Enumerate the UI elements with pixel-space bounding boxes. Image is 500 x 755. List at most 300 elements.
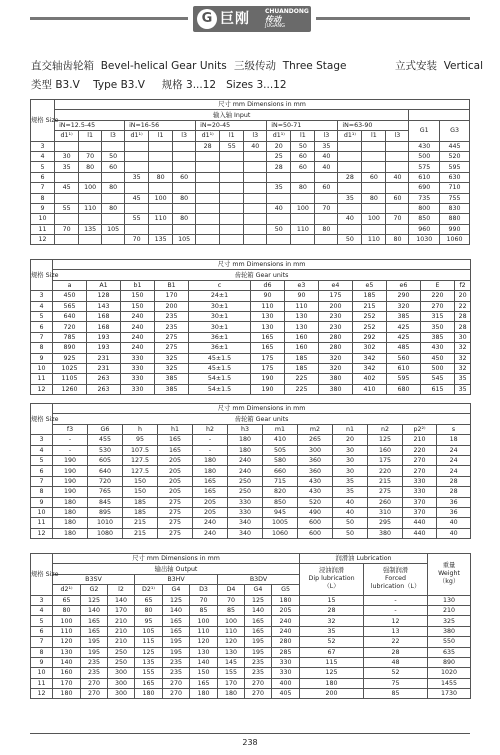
table-cell: 320 xyxy=(319,363,353,373)
table-cell: 342 xyxy=(353,363,387,373)
table-cell: 35 xyxy=(338,193,362,203)
table-cell: 50 xyxy=(291,141,315,151)
table-cell: 175 xyxy=(319,291,353,301)
table-cell: 330 xyxy=(403,487,437,497)
column-header: e4 xyxy=(319,280,353,290)
table-cell: 50 xyxy=(333,518,368,528)
table-cell: 35 xyxy=(315,141,338,151)
type-code-1: B3.V xyxy=(55,79,80,91)
table-cell: 440 xyxy=(403,528,437,538)
table-row xyxy=(31,487,471,497)
table-cell: 130 xyxy=(190,647,218,657)
table-cell: 120 xyxy=(190,637,218,647)
table-row xyxy=(31,172,470,182)
table-row xyxy=(31,564,471,574)
table-cell: 190 xyxy=(251,384,285,394)
table-cell xyxy=(220,162,244,172)
table-cell: 1060 xyxy=(440,235,470,245)
column-header: G5 xyxy=(272,585,300,595)
table-cell xyxy=(386,203,409,213)
table-cell: 280 xyxy=(272,637,300,647)
table-cell: 215 xyxy=(353,301,387,311)
table-cell: 50 xyxy=(102,151,125,161)
table-cell: 10 xyxy=(31,668,53,678)
table-cell: 270 xyxy=(163,678,190,688)
table-cell: 30±1 xyxy=(189,301,251,311)
table-cell: 220 xyxy=(403,445,437,455)
sub-header: d1¹⁾ xyxy=(125,131,149,141)
table-cell: 450 xyxy=(421,353,455,363)
logo-sub-text: JUGANG xyxy=(265,23,286,29)
table-cell xyxy=(125,224,149,234)
table-cell: 135 xyxy=(149,235,173,245)
table-row xyxy=(31,162,470,172)
table-cell: 235 xyxy=(163,657,190,667)
table-row xyxy=(31,616,471,626)
forced-lubrication-header xyxy=(364,564,428,595)
table-cell: 500 xyxy=(409,151,440,161)
table-row xyxy=(31,424,471,434)
table-cell: 20 xyxy=(267,141,291,151)
table-cell: 8 xyxy=(31,487,53,497)
table-cell: 168 xyxy=(87,311,121,321)
table-cell: 9 xyxy=(31,353,53,363)
table-cell: 135 xyxy=(79,224,102,234)
table-cell: 205 xyxy=(193,507,228,517)
table-cell: 52 xyxy=(364,668,428,678)
table-cell: 28 xyxy=(196,141,220,151)
table-cell: 250 xyxy=(108,657,135,667)
table-cell xyxy=(291,193,315,203)
table-cell: 140 xyxy=(190,657,218,667)
table-cell: 22 xyxy=(364,637,428,647)
table-cell: 170 xyxy=(108,605,135,615)
table-cell: 240 xyxy=(272,626,300,636)
table-cell: 200 xyxy=(319,301,353,311)
lubrication-header: 润滑油 Lubrication xyxy=(300,554,428,564)
table-cell: 263 xyxy=(87,374,121,384)
table-cell: 230 xyxy=(319,311,353,321)
table-cell xyxy=(196,214,220,224)
table-cell: 550 xyxy=(428,637,471,647)
dip-label: 浸油润滑 xyxy=(318,567,345,575)
table-cell: 195 xyxy=(163,637,190,647)
table-cell: 640 xyxy=(53,311,87,321)
table-cell: 520 xyxy=(298,497,333,507)
table-cell: 32 xyxy=(455,353,471,363)
table-cell: 380 xyxy=(319,374,353,384)
forced-label: lubrication（L） xyxy=(370,583,421,591)
dip-lubrication-header xyxy=(300,564,364,595)
table-cell: 385 xyxy=(155,374,189,384)
table-cell xyxy=(102,235,125,245)
table-row xyxy=(31,214,470,224)
table-cell xyxy=(149,224,173,234)
table-cell: 100 xyxy=(53,616,81,626)
table-cell xyxy=(79,193,102,203)
table-cell xyxy=(244,183,267,193)
table-cell: 165 xyxy=(163,616,190,626)
table-cell: 830 xyxy=(440,203,470,213)
table-cell: 25 xyxy=(267,151,291,161)
size-en: Sizes xyxy=(226,79,254,91)
table-cell: 32 xyxy=(455,363,471,373)
table-cell: 180 xyxy=(218,689,245,699)
table-row xyxy=(31,554,471,564)
table-cell xyxy=(267,172,291,182)
table-cell: 40 xyxy=(315,162,338,172)
table-cell: 225 xyxy=(285,384,319,394)
table-cell: 440 xyxy=(403,518,437,528)
table-cell: 28 xyxy=(437,476,471,486)
table-cell: 75 xyxy=(364,678,428,688)
gear-header: 齿轮箱 Gear units xyxy=(53,414,471,424)
table-cell: 220 xyxy=(368,466,403,476)
column-header: e3 xyxy=(285,280,319,290)
table-cell: 200 xyxy=(155,301,189,311)
table-cell: 80 xyxy=(53,605,81,615)
table-row xyxy=(31,626,471,636)
sub-header: l1 xyxy=(362,131,386,141)
table-cell xyxy=(244,235,267,245)
table-cell: 425 xyxy=(387,322,421,332)
table-cell: 30 xyxy=(455,332,471,342)
sub-header: l3 xyxy=(386,131,409,141)
weight-label: （kg） xyxy=(438,578,460,586)
table-cell: 380 xyxy=(428,626,471,636)
table-cell: 4 xyxy=(31,151,55,161)
size-header: 规格 Size xyxy=(31,404,53,435)
table-cell: 9 xyxy=(31,497,53,507)
column-header: B1 xyxy=(155,280,189,290)
table-cell: 55 xyxy=(125,214,149,224)
table-cell: 6 xyxy=(31,172,55,182)
table-cell xyxy=(338,162,362,172)
table-cell: 231 xyxy=(87,353,121,363)
column-header: d6 xyxy=(251,280,285,290)
table-cell xyxy=(79,235,102,245)
table-cell: 205 xyxy=(193,497,228,507)
table-cell: 35 xyxy=(267,183,291,193)
table-cell: 275 xyxy=(158,497,193,507)
column-header: D4 xyxy=(218,585,245,595)
table-cell: 12 xyxy=(364,616,428,626)
column-header: E xyxy=(421,280,455,290)
table-cell: 275 xyxy=(158,518,193,528)
table-cell: 210 xyxy=(108,626,135,636)
table-cell: 80 xyxy=(386,235,409,245)
table-cell: 235 xyxy=(81,668,108,678)
table-cell: 28 xyxy=(364,647,428,657)
table-row xyxy=(31,637,471,647)
table-cell: 55 xyxy=(55,203,79,213)
table-cell: 715 xyxy=(263,476,298,486)
table-cell: 845 xyxy=(88,497,123,507)
table-row xyxy=(31,657,471,667)
table-cell xyxy=(386,183,409,193)
table-cell: 36 xyxy=(437,507,471,517)
table-cell: 80 xyxy=(315,224,338,234)
table-cell: 107.5 xyxy=(123,445,158,455)
table-cell: 270 xyxy=(403,466,437,476)
table-cell: 180 xyxy=(53,528,88,538)
table-cell: 340 xyxy=(228,528,263,538)
table-cell: 120 xyxy=(53,637,81,647)
weight-label: 重量 xyxy=(442,562,456,570)
table-cell: 190 xyxy=(251,374,285,384)
table-cell: 35 xyxy=(333,476,368,486)
table-cell xyxy=(244,151,267,161)
column-header: G4 xyxy=(163,585,190,595)
table-cell: 11 xyxy=(31,678,53,688)
table-cell xyxy=(102,172,125,182)
table-cell xyxy=(55,172,79,182)
table-row xyxy=(31,270,471,280)
column-header: e6 xyxy=(387,280,421,290)
table-cell: 110 xyxy=(285,301,319,311)
table-cell: 330 xyxy=(121,384,155,394)
table-row xyxy=(31,384,471,394)
table-cell: 180 xyxy=(193,466,228,476)
table-cell: 160 xyxy=(368,445,403,455)
table-cell: 330 xyxy=(403,476,437,486)
size-header: 规格 Size xyxy=(31,260,53,291)
table-cell xyxy=(267,193,291,203)
table-cell: 165 xyxy=(251,332,285,342)
table-cell: 24 xyxy=(437,445,471,455)
table-cell: 140 xyxy=(108,595,135,605)
table-cell: 130 xyxy=(218,647,245,657)
table-cell: 690 xyxy=(409,183,440,193)
table-cell: 200 xyxy=(300,689,364,699)
table-cell: 263 xyxy=(87,384,121,394)
table-cell: 660 xyxy=(263,466,298,476)
table-cell: 210 xyxy=(403,435,437,445)
table-cell: 67 xyxy=(300,647,364,657)
table-row xyxy=(31,183,470,193)
size-header: 规格 Size xyxy=(31,100,55,142)
table-cell: 4 xyxy=(31,605,53,615)
table-cell: 210 xyxy=(428,605,471,615)
table-cell: 54±1.5 xyxy=(189,374,251,384)
table-cell: 240 xyxy=(228,466,263,476)
table-cell: 7 xyxy=(31,637,53,647)
table-cell: 300 xyxy=(298,445,333,455)
table-row xyxy=(31,110,470,120)
table-cell: 180 xyxy=(53,518,88,528)
table-cell xyxy=(362,162,386,172)
table-cell: 35 xyxy=(300,626,364,636)
table-cell: 1025 xyxy=(53,363,87,373)
table-row xyxy=(31,455,471,465)
table-cell: 1730 xyxy=(428,689,471,699)
table-cell: 128 xyxy=(87,291,121,301)
table-cell: 180 xyxy=(193,455,228,465)
column-header: d2¹⁾ xyxy=(53,585,81,595)
table-cell: 155 xyxy=(135,668,163,678)
table-cell: 215 xyxy=(123,528,158,538)
table-cell: 400 xyxy=(272,678,300,688)
column-header: A1 xyxy=(87,280,121,290)
forced-label: Forced xyxy=(385,575,407,583)
table-cell: 735 xyxy=(409,193,440,203)
table-cell: - xyxy=(193,445,228,455)
brand-logo xyxy=(193,6,311,32)
table-cell xyxy=(149,141,173,151)
table-cell: 70 xyxy=(386,214,409,224)
table-cell: 100 xyxy=(149,193,173,203)
table-cell: 110 xyxy=(218,626,245,636)
table-cell: 35 xyxy=(125,172,149,182)
table-cell xyxy=(173,203,196,213)
table-cell: 80 xyxy=(173,193,196,203)
table-cell: 100 xyxy=(190,616,218,626)
table-row xyxy=(31,476,471,486)
table-row xyxy=(31,689,471,699)
table-cell xyxy=(149,183,173,193)
type-code-2: B3.V xyxy=(120,79,145,91)
weight-header xyxy=(428,554,471,596)
table-cell: 9 xyxy=(31,203,55,213)
table-row xyxy=(31,131,470,141)
table-cell xyxy=(315,235,338,245)
table-cell: 70 xyxy=(125,235,149,245)
table-cell: 310 xyxy=(368,507,403,517)
table-cell: 1020 xyxy=(428,668,471,678)
dimensions-header: 尺寸 mm Dimensions in mm xyxy=(53,554,300,564)
table-row xyxy=(31,343,471,353)
table-cell: 35 xyxy=(55,162,79,172)
table-cell: 240 xyxy=(228,455,263,465)
table-cell: 80 xyxy=(149,172,173,182)
table-cell: 180 xyxy=(272,595,300,605)
logo-bar xyxy=(0,4,500,34)
table-row xyxy=(31,151,470,161)
table-cell: 205 xyxy=(158,476,193,486)
table-cell: 595 xyxy=(440,162,470,172)
gear-header: 齿轮箱 Gear units xyxy=(53,270,471,280)
table-cell: 425 xyxy=(387,332,421,342)
table-cell: 180 xyxy=(53,497,88,507)
table-cell: 385 xyxy=(387,311,421,321)
table-cell: 240 xyxy=(121,311,155,321)
table-cell: 40 xyxy=(315,151,338,161)
table-cell: 600 xyxy=(298,518,333,528)
table-cell: 410 xyxy=(353,384,387,394)
ratio-header: iN=16-56 xyxy=(125,120,196,130)
logo-en-text: CHUANDONG xyxy=(265,8,309,15)
table-cell: 925 xyxy=(53,353,87,363)
table-cell: 190 xyxy=(53,487,88,497)
dimensions-header: 尺寸 mm Dimensions in mm xyxy=(53,404,471,414)
table-cell xyxy=(267,235,291,245)
table-cell: 110 xyxy=(79,203,102,213)
table-row xyxy=(31,322,471,332)
table-cell xyxy=(291,235,315,245)
table-cell: 100 xyxy=(291,203,315,213)
ratio-header: iN=12.5-45 xyxy=(55,120,125,130)
table-cell: 9 xyxy=(31,657,53,667)
table-cell xyxy=(220,183,244,193)
table-cell: 40 xyxy=(267,203,291,213)
table-cell: 130 xyxy=(285,322,319,332)
table-cell: 95 xyxy=(135,616,163,626)
table-row xyxy=(31,518,471,528)
table-cell: 850 xyxy=(409,214,440,224)
table-cell: 80 xyxy=(291,183,315,193)
table-cell xyxy=(55,141,79,151)
table-cell: 180 xyxy=(228,435,263,445)
table-cell: 8 xyxy=(31,193,55,203)
type-en: Type xyxy=(93,79,118,91)
table-cell: 520 xyxy=(440,151,470,161)
sub-header: d1¹⁾ xyxy=(196,131,220,141)
table-cell: 52 xyxy=(300,637,364,647)
table-cell: 30 xyxy=(333,445,368,455)
table-cell: 575 xyxy=(409,162,440,172)
gear-units-table-2 xyxy=(30,403,471,539)
table-cell: 7 xyxy=(31,332,53,342)
table-cell: 40 xyxy=(338,214,362,224)
table-cell: 185 xyxy=(285,363,319,373)
table-cell: 340 xyxy=(228,518,263,528)
table-cell: 880 xyxy=(440,214,470,224)
table-cell: 28 xyxy=(267,162,291,172)
table-cell: 195 xyxy=(81,637,108,647)
table-cell: 105 xyxy=(102,224,125,234)
size-range-1: 3...12 xyxy=(186,79,217,91)
table-cell: 125 xyxy=(245,595,272,605)
table-cell xyxy=(220,224,244,234)
table-cell: 15 xyxy=(300,595,364,605)
table-cell xyxy=(220,235,244,245)
table-cell: 30 xyxy=(55,151,79,161)
table-cell: 12 xyxy=(31,528,53,538)
header-rule-left xyxy=(30,17,188,20)
b3sv-header: B3SV xyxy=(53,574,135,584)
table-cell: 10 xyxy=(31,363,53,373)
table-cell xyxy=(102,141,125,151)
table-cell: 1455 xyxy=(428,678,471,688)
table-cell: 36 xyxy=(437,497,471,507)
table-cell: 6 xyxy=(31,626,53,636)
table-cell: 3 xyxy=(31,291,53,301)
table-cell: 250 xyxy=(108,647,135,657)
table-cell: 143 xyxy=(87,301,121,311)
table-cell: 85 xyxy=(218,605,245,615)
table-cell: 140 xyxy=(81,605,108,615)
table-cell: 5 xyxy=(31,162,55,172)
table-cell xyxy=(386,151,409,161)
sub-header: l3 xyxy=(315,131,338,141)
table-cell: 490 xyxy=(298,507,333,517)
table-cell: 295 xyxy=(368,518,403,528)
table-cell: 410 xyxy=(263,435,298,445)
table-cell: 60 xyxy=(173,172,196,182)
table-cell: 960 xyxy=(409,224,440,234)
column-header: f2 xyxy=(455,280,471,290)
table-cell: 605 xyxy=(88,455,123,465)
table-cell: 565 xyxy=(53,301,87,311)
table-cell: 330 xyxy=(121,363,155,373)
table-cell: 330 xyxy=(121,353,155,363)
table-cell: 165 xyxy=(158,445,193,455)
table-cell xyxy=(338,141,362,151)
table-cell: 315 xyxy=(421,311,455,321)
table-cell: 945 xyxy=(263,507,298,517)
table-cell: 4 xyxy=(31,445,53,455)
table-row xyxy=(31,291,471,301)
